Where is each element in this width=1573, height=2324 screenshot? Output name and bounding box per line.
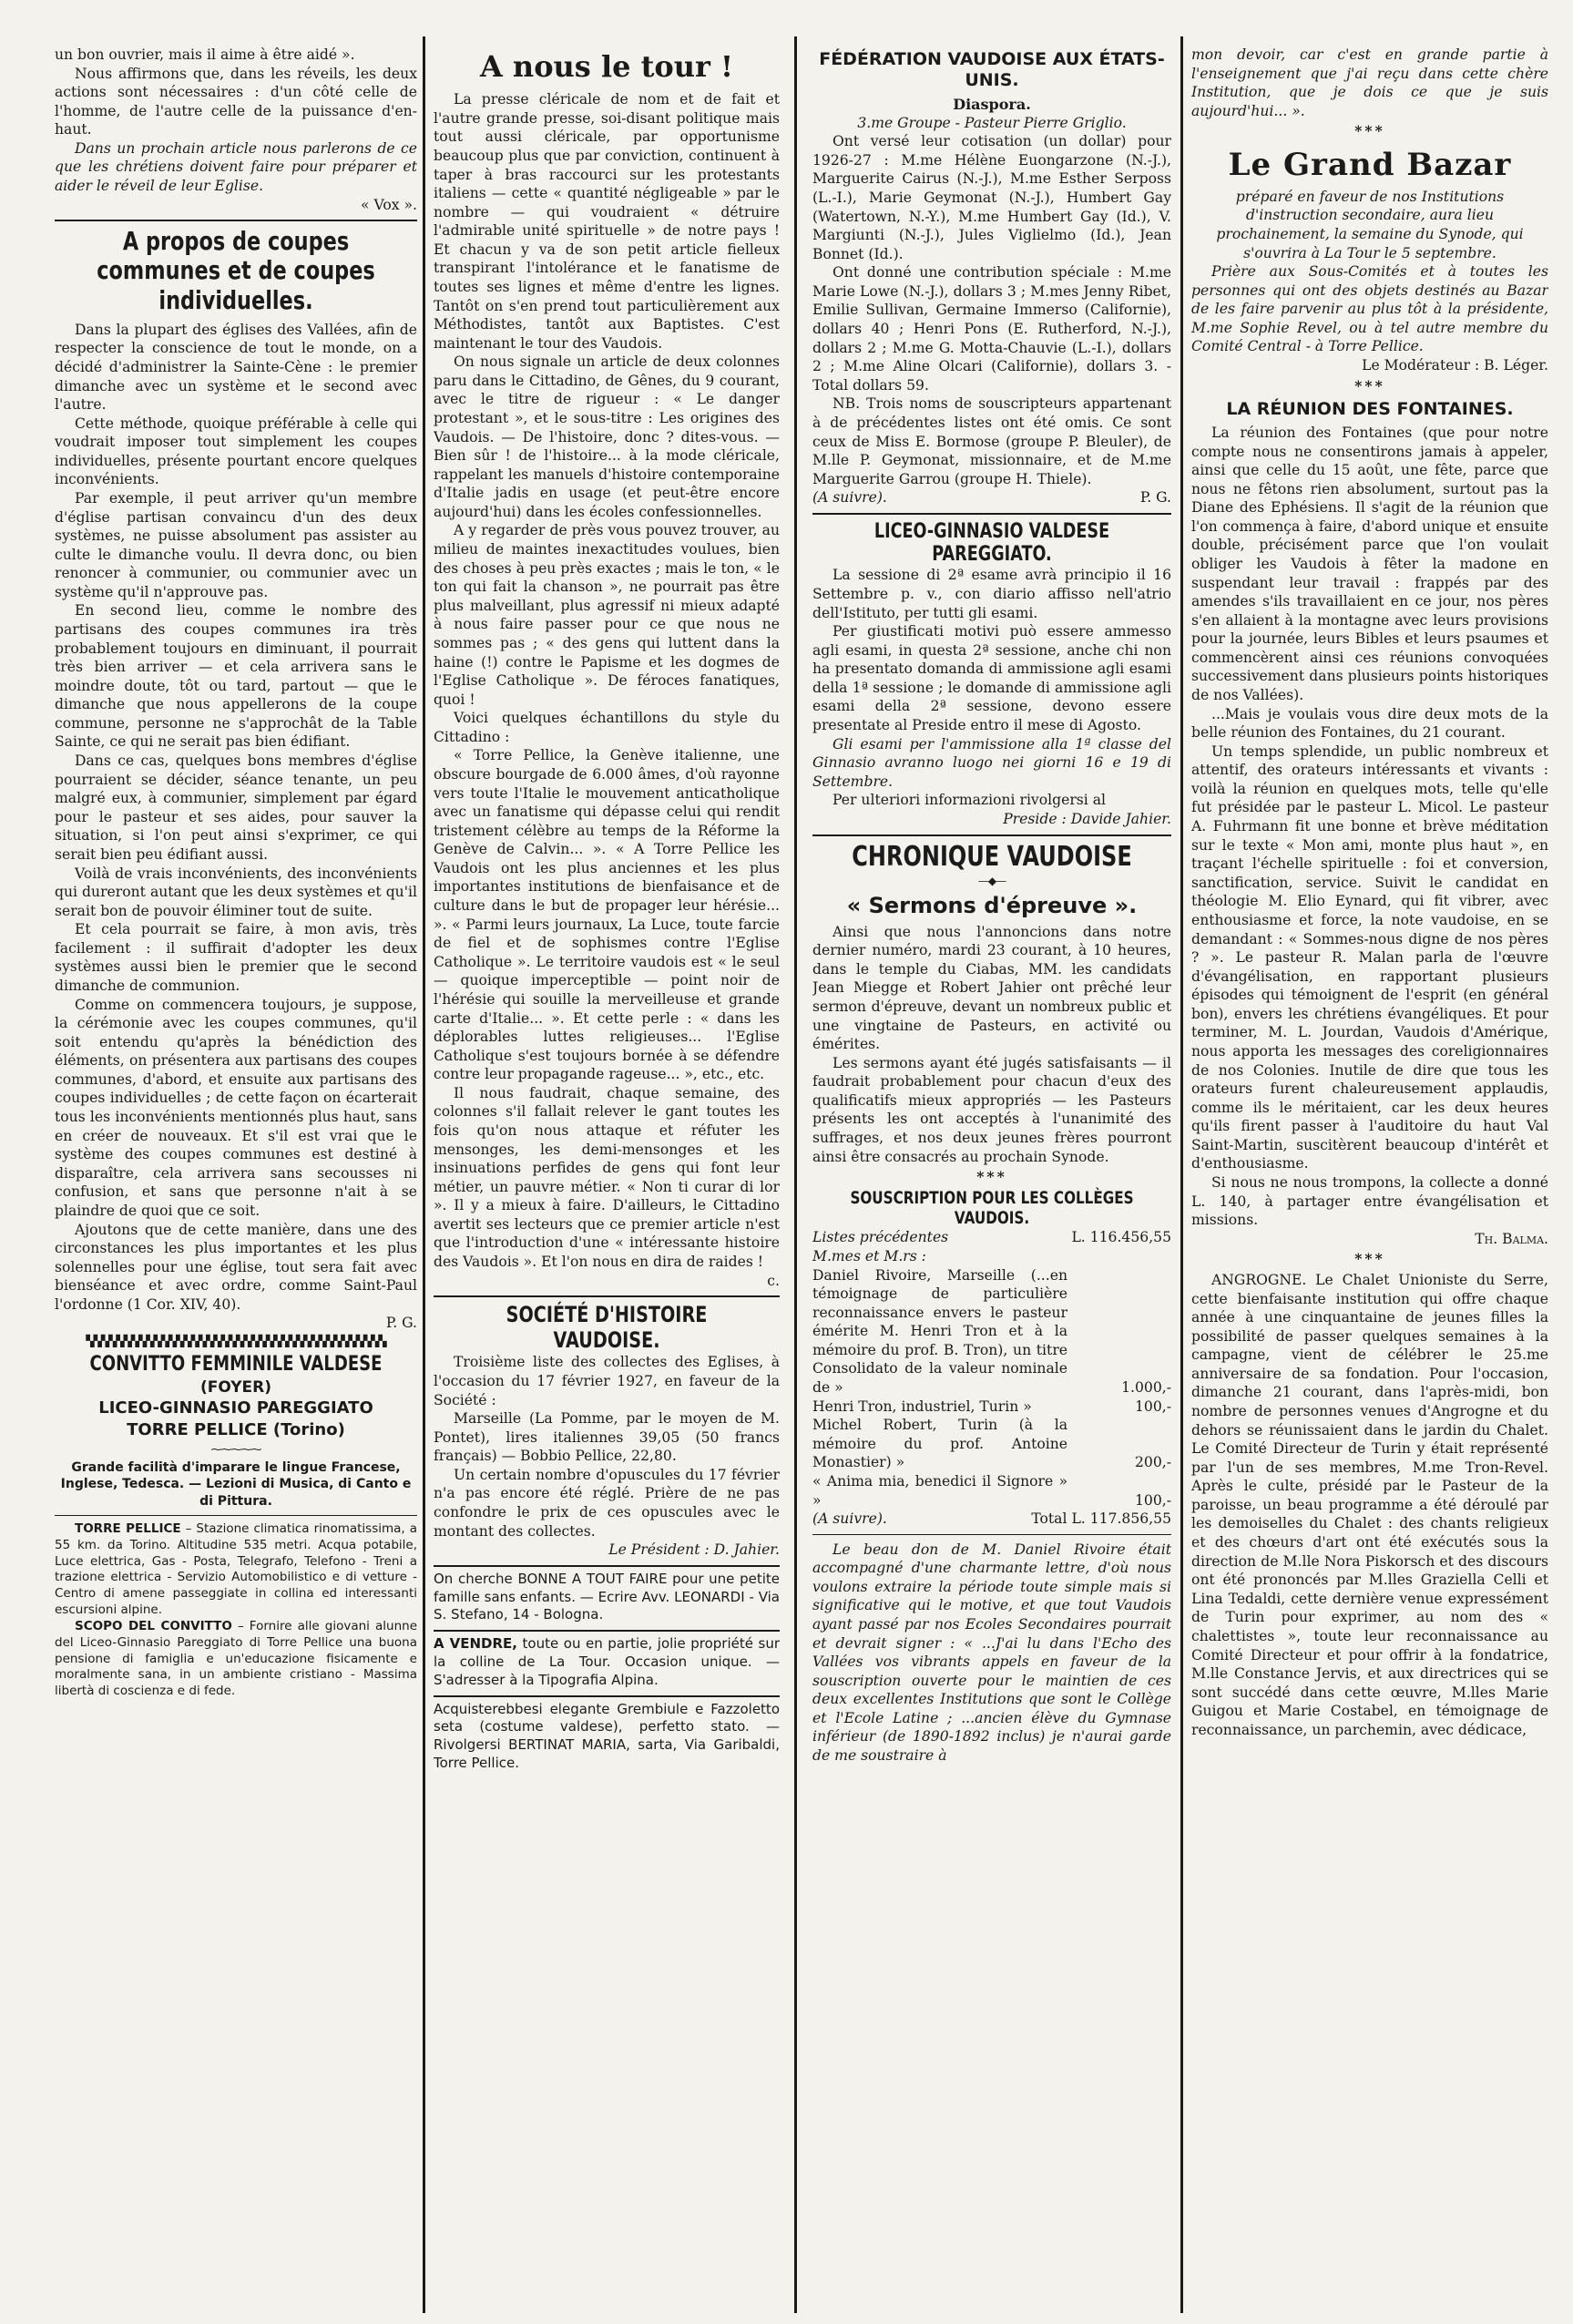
convitto-ad [55, 1351, 417, 1700]
divider [55, 1515, 417, 1516]
paragraph: mon devoir, car c'est en grande partie à l'enseignement que j'ai reçu dans cette chère Institution, que je dois ce que je suis aujourd'hui... ». [1191, 46, 1548, 119]
donation-amount: 100,- [1135, 1397, 1171, 1415]
divider [434, 1295, 780, 1297]
paragraph: Per giustificati motivi può essere ammesso agli esami, in questa 2ª sessione, anche chi non ha presentato domanda di ammissione agli esami della 1ª sessione ; le domande di ammissione agli esami della 2ª sessione, devono essere presentate al Preside entro il mese di Agosto. [812, 623, 1171, 734]
paragraph: A y regarder de près vous pouvez trouver, au milieu de maintes inexactitudes voulues, bien des choses à peu près exactes ; mais le ton, « le ton qui fait la chanson », ne pourrait pas être plus malveillant, plus agressif ni mieux adapté à nous faire passer pour ce que nous ne sommes pas ; « des gens qui luttent dans la haine (!) contre le Papisme et les dogmes de l'Eglise Catholique ». De féroces fanatiques, quoi ! [434, 522, 780, 708]
paragraph: Per ulteriori informazioni rivolgersi al [832, 792, 1107, 809]
ad-heading: A VENDRE, [434, 1635, 517, 1653]
vox-article [55, 46, 417, 214]
list-item [812, 1416, 1171, 1472]
paragraph: Troisième liste des collectes des Eglises, à l'occasion du 17 février 1927, en faveur de la Société : [434, 1354, 780, 1408]
paragraph: « Torre Pellice, la Genève italienne, une obscure bourgade de 6.000 âmes, d'où rayonne vers toute l'Italie le mouvement anticatholique avec un fanatisme qui dépasse celui qui rendit tristement célèbre au temps de la Réforme la Genève de Calvin... ». « A Torre Pellice les Vaudois ont les plus anciennes et les plus importantes institutions de bienfaisance et de culture dans le but de propager leur hérésie... ». « Parmi leurs journaux, La Luce, toute farcie de fiel et de sophismes contre l'Eglise Catholique ». Le territoire vaudois est « le seul — quoique imperceptible — point noir de l'hérésie qui souille la merveilleuse et grande carte d'Italie... ». Et cette perle : « dans les déplorables luttes religieuses... l'Eglise Catholique s'est toujours bornée à se défendre contre leur propagande rageuse... », etc., etc. [434, 747, 780, 1083]
paragraph: La presse cléricale de nom et de fait et l'autre grande presse, soi-disant politique mais tout aussi cléricale, par opportunisme beaucoup plus que par conviction, continuent à taper à bras raccourci sur les protestants italiens — cette « quantité négligeable » par le nombre — qui voudraient « détruire l'admirable unité spirituelle » de notre pays ! Et chacun y va de son petit article fielleux transpirant l'intolérance et le fanatisme de toutes ses lignes et même d'entre les lignes. Tantôt on s'en prend tout particulièrement aux Méthodistes, tantôt aux Baptistes. C'est maintenant le tour des Vaudois. [434, 91, 780, 352]
separator-stars: *** [1354, 376, 1385, 394]
section-title: LICEO-GINNASIO VALDESE PAREGGIATO. [873, 519, 1110, 567]
list-item [812, 1266, 1171, 1397]
column-rule [423, 36, 425, 2313]
ad-heading: SCOPO DEL CONVITTO [75, 1618, 232, 1633]
paragraph: Nous affirmons que, dans les réveils, les deux actions sont nécessaires : d'un côté celle de l'homme, de l'autre celle de la puissance d'en-haut. [55, 65, 417, 138]
divider [812, 513, 1171, 515]
paragraph: Ont versé leur cotisation (un dollar) pour 1926-27 : M.me Hélène Euongarzone (N.-J.), Marguerite Cairus (N.-J.), M.me Esther Serposs (L.-I.), Marie Geymonat (N.-J.), Humbert Gay (Watertown, N.-Y.), M.me Humbert Gay (Id.), V. Margiunti (N.-J.), Jules Viglielmo (Id.), Jean Bonnet (Id.). [812, 133, 1171, 262]
donation-amount: 1.000,- [1121, 1379, 1171, 1397]
column-1 [55, 46, 417, 2313]
donor: Daniel Rivoire, Marseille (...en témoignage de particulière reconnaissance envers le pasteur émérite M. Henri Tron et à la mémoire du prof. B. Tron), un titre Consolidato de la valeur nominale de » [812, 1266, 1067, 1397]
paragraph: Voilà de vrais inconvénients, des inconvénients qui dureront autant que les deux systèmes et qu'il serait bon de pouvoir éliminer tout de suite. [55, 865, 417, 919]
section-title: SOCIÉTÉ D'HISTOIRE VAUDOISE. [506, 1302, 708, 1353]
paragraph: En second lieu, comme le nombre des partisans des coupes communes ira très probablement toujours en diminuant, il pourrait très bien arriver — et cela arrivera sans le moindre doute, tôt ou tard, partout — que le dimanche que nous appellerons de la coupe commune, personne ne s'approchât de la Table Sainte, ce qui ne serait pas bien édifiant. [55, 602, 417, 751]
paragraph: Cette méthode, quoique préférable à celle qui voudrait imposer tout simplement les coupes individuelles, présente pourtant encore quelques inconvénients. [55, 415, 417, 488]
divider [55, 220, 417, 221]
paragraph: La sessione di 2ª esame avrà principio il 16 Settembre p. v., con diario affisso nell'atrio dell'Istituto, per tutti gli esami. [812, 567, 1171, 621]
total-amount: L. 117.856,55 [1071, 1510, 1171, 1528]
paragraph: Ajoutons que de cette manière, dans une des circonstances les plus importantes et les plus solennelles pour une église, tout sera fait avec bienséance et avec ordre, comme Saint-Paul l'ordonne (1 Cor. XIV, 40). [55, 1221, 417, 1313]
paragraph: Un temps splendide, un public nombreux et attentif, des orateurs intéressants et vivants : voilà la réunion en quelques mots, telle qu'elle fut présidée par le pasteur L. Micol. Le pasteur A. Fuhrmann fit une bonne et brève méditation sur le texte « Mon ami, monte plus haut », en traçant l'échelle spirituelle : foi et conversion, sanctification, service. Suivit le candidat en théologie M. Elio Eynard, qui fit vibrer, avec enthousiasme et force, la note vaudoise, en se demandant : « Sommes-nous digne de nos pères ? ». Le pasteur R. Malan parla de l'œuvre d'évangélisation, en rapportant plusieurs épisodes qui témoignent de l'esprit (en général bon), envers les chrétiens évangéliques. Et pour terminer, M. L. Jourdan, Vaudois d'Amérique, nous apporta les messages des coreligionnaires de nos Colonies. Inutile de dire que tous les orateurs furent chaleureusement applaudis, comme ils le méritaient, car les deux heures qu'ils firent passer à l'auditoire du haut Val Saint-Martin, suscitèrent beaucoup d'intérêt et d'enthousiasme. [1191, 742, 1548, 1172]
signature: Th. Balma. [1475, 1230, 1548, 1247]
paragraph: Ainsi que nous l'annoncions dans notre dernier numéro, mardi 23 courant, à 10 heures, dans le temple du Ciabas, MM. les candidats Jean Miegge et Robert Jahier ont prêché leur sermon d'épreuve, devant un nombreux public et une vingtaine de Pasteurs, en activité ou émérites. [812, 923, 1171, 1053]
column-3 [812, 46, 1171, 2313]
ad-heading: TORRE PELLICE [75, 1521, 181, 1537]
signature: c. [767, 1272, 780, 1289]
signature: P. G. [1139, 489, 1171, 507]
classified-bonne [434, 1565, 780, 1624]
paragraph: Par exemple, il peut arriver qu'un membre d'église partisan convaincu d'un des deux systèmes, ne puisse absolument pas assister au culte le dimanche voulu. Il devra donc, ou bien renoncer à communier, ou communier avec un système qu'il n'approuve pas. [55, 489, 417, 600]
total-label: Total [1031, 1510, 1067, 1528]
signature: Preside : Davide Jahier. [1003, 810, 1171, 827]
donation-amount: 100,- [1135, 1491, 1171, 1509]
classified-grembiule [434, 1695, 780, 1773]
paragraph: Voici quelques échantillons du style du Cittadino : [434, 710, 780, 745]
paragraph: La réunion des Fontaines (que pour notre compte nous ne consentirons jamais à appeler, ainsi que celle du 15 août, une fête, parce que nous ne fêtons rien absolument, surtout pas la Diane des Ephésiens. Il s'agit de la réunion que l'on commença à faire, d'abord unique et ensuite double, précisément parce que l'on voulait obliger les Vaudois à fêter la madone en suspendant leur travail : frappés par des amendes s'ils travaillaient en ce jour, nos pères s'en allaient à la montagne avec leurs provisions pour la journée, leurs Bibles et leurs psaumes et commencèrent ainsi ces réunions convoquées successivement dans plusieurs points historiques de nos Vallées). [1191, 424, 1548, 704]
column-rule [794, 36, 797, 2313]
paragraph: Si nous ne nous trompons, la collecte a donné L. 140, à partager entre évangélisation et missions. [1191, 1174, 1548, 1229]
ornamental-rule: ▚▚▚▚▚▚▚▚▚▚▚▚▚▚▚▚▚▚▚▚▚▚▚▚▚▚▚▚▚▚▚▚▚▚▚▚▚▚▚▚ [86, 1334, 386, 1347]
ad-text: – Stazione climatica rinomatissima, a 55 km. da Torino. Altitudine 535 metri. Acqua potabile, Luce elettrica, Gas - Posta, Telegrafo, Telefono - Treni a trazione elettrica - Servizio Automobilistico e di vetture - Centro di amene passeggiate in collina ed interessanti escursioni alpine. [55, 1521, 417, 1618]
column-4 [1191, 46, 1548, 2313]
paragraph: Marseille (La Pomme, par le moyen de M. Pontet), lires italiennes 39,05 (50 francs français) — Bobbio Pellice, 22,80. [434, 1410, 780, 1465]
ad-title: CONVITTO FEMMINILE VALDESE [89, 1352, 383, 1376]
paragraph: Prière aux Sous-Comités et à toutes les personnes qui ont des objets destinés au Bazar de les faire parvenir au plus tôt à la présidente, M.me Sophie Revel, ou à tel autre membre du Comité Central - à Torre Pellice. [1191, 263, 1548, 355]
paragraph: Gli esami per l'ammissione alla 1ª classe del Ginnasio avranno luogo nei giorni 16 e 19 di Settembre. [812, 735, 1171, 790]
paragraph: Il nous faudrait, chaque semaine, des colonnes s'il fallait relever le gant toutes les fois qu'on nous attaque et réfuter les mensonges, les demi-mensonges et les insinuations perfides de gens qui font leur métier, un pauvre métier. « Non ti curar di lor ». Il y a mieux à faire. D'ailleurs, le Cittadino avertit ses lecteurs que ce premier article n'est que l'introduction d'une « intéressante histoire des Vaudois ». Et l'on nous en dira de raides ! [434, 1084, 780, 1271]
list-amount: L. 116.456,55 [1071, 1229, 1171, 1246]
section-title: SOUSCRIPTION POUR LES COLLÈGES VAUDOIS. [850, 1187, 1134, 1228]
column-2 [434, 46, 780, 2313]
paragraph: ...Mais je voulais vous dire deux mots de la belle réunion des Fontaines, du 21 courant. [1191, 705, 1548, 742]
classified-vendre [434, 1630, 780, 1689]
ad-text: On cherche BONNE A TOUT FAIRE pour une petite famille sans enfants. — Ecrire Avv. LEONARDI - Via S. Stefano, 14 - Bologna. [434, 1570, 780, 1623]
paragraph: NB. Trois noms de souscripteurs appartenant à de précédentes listes ont été omis. Ce sont ceux de Miss E. Bormose (groupe P. Bleuler), de M.lle P. Geymonat, missionnaire, et de M.me Marguerite Garrou (groupe H. Thiele). [812, 395, 1171, 487]
coupes-article [55, 227, 417, 1333]
paragraph: ANGROGNE. Le Chalet Unioniste du Serre, cette bienfaisante institution qui offre chaque année à une cinquantaine de jeunes filles la possibilité de passer quelques semaines à la campagne, vient de célébrer le 25.me anniversaire de sa fondation. Pour l'occasion, dimanche 21 courant, dans l'après-midi, bon nombre de personnes venues d'Angrogne et du dehors se réunissaient dans le jardin du Chalet. Le Comité Directeur de Turin y était représenté par l'un de ses membres, M.me Tron-Revel. Après le culte, présidé par le Pasteur de la paroisse, un beau programme a été déroulé par les demoiselles du Chalet : des chants religieux et des chœurs d'art ont été exécutés sous la direction de M.lle Nora Piskorsch et des discours ont été prononcés par M.lles Graziella Celli et Lina Tedaldi, cette dernière venue expressément de Turin pour exprimer, au nom des « chalettistes », toute leur reconnaissance au Comité Directeur et pour offrir à la fondatrice, M.lle Constance Jervis, et aux directrices qui se sont succédé dans cette œuvre, M.lles Marie Guigou et Marie Costabel, en témoignage de reconnaissance, un parchemin, avec dédicace, [1191, 1271, 1548, 1738]
paragraph: Dans un prochain article nous parlerons de ce que les chrétiens doivent faire pour préparer et aider le réveil de leur Eglise. [55, 139, 417, 195]
paragraph: Comme on commencera toujours, je suppose, la cérémonie avec les coupes communes, qu'il soit entendu qu'après la bénédiction des éléments, on présentera aux partisans des coupes communes, d'abord, et ensuite aux partisans des coupes individuelles ; de cette façon on écarterait tous les inconvénients mentionnés plus haut, sans en créer de nouveaux. Et s'il est vrai que le système des coupes communes est destiné à disparaître, cela arrivera sans secousses ni confusion, et sans que personne n'ait à se plaindre de quoi que ce soit. [55, 996, 417, 1219]
group-label: 3.me Groupe - Pasteur Pierre Griglio. [857, 114, 1127, 131]
donor: « Anima mia, benedici il Signore » » [812, 1472, 1067, 1509]
paragraph: Ont donné une contribution spéciale : M.me Marie Lowe (N.-J.), dollars 3 ; M.mes Jenny Ribet, Emilie Sullivan, Germaine Immerso (Californie), dollars 40 ; Henri Pons (E. Rutherford, N.-J.), dollars 2 ; M.me G. Motta-Chauvie (L.-I.), dollars 2 ; M.me Aline Olcari (Californie), dollars 3. - Total dollars 59. [812, 264, 1171, 394]
ad-facilities: Grande facilità d'imparare le lingue Francese, Inglese, Tedesca. — Lezioni di Musica, di Canto e di Pittura. [60, 1459, 412, 1509]
paragraph: Dans la plupart des églises des Vallées, afin de respecter la conscience de tout le monde, on a décidé d'administrer la Sainte-Cène : le premier dimanche avec un système et le second avec l'autre. [55, 321, 417, 414]
paragraph: On nous signale un article de deux colonnes paru dans le Cittadino, de Gênes, du 9 courant, avec le titre de rigueur : « Le danger protestant », et le sous-titre : Les origines des Vaudois. — De l'histoire, donc ? dites-vous. — Bien sûr ! de l'histoire... à la mode cléricale, rappelant les manuels d'histoire contemporaine d'Italie jadis en usage (et peut-être encore aujourd'hui) dans les écoles confessionnelles. [434, 353, 780, 520]
signature: Le Modérateur : B. Léger. [1362, 356, 1548, 374]
paragraph: Les sermons ayant été jugés satisfaisants — il faudrait probablement pour chacun d'eux des qualificatifs mieux appropriés — les Pasteurs présents les ont acceptés à l'unanimité des suffrages, et nos deux jeunes frères pourront ainsi être consacrés au prochain Synode. [812, 1054, 1171, 1165]
section-title: LA RÉUNION DES FONTAINES. [1226, 399, 1514, 420]
article-title: A propos de coupes communes et de coupes individuelles. [97, 226, 375, 315]
paragraph: Le beau don de M. Daniel Rivoire était accompagné d'une charmante lettre, d'où nous voulons extraire la période toute simple mais si significative qui le motive, et que tout Vaudois ayant passé par nos Ecoles Secondaires pourrait et devrait signer : « ...J'ai lu dans l'Echo des Vallées vos vibrants appels en faveur de la souscription ouverte pour le maintien de ces deux excellentes Institutions que sont le Collège et l'Ecole Latine ; ...ancien élève du Gymnase inférieur (de 1890-1892 inclus) je n'aurai garde de me soustraire à [812, 1541, 1171, 1765]
section-title: CHRONIQUE VAUDOISE [852, 840, 1132, 873]
separator-stars: *** [976, 1168, 1007, 1186]
list-item [812, 1472, 1171, 1510]
donor: Michel Robert, Turin (à la mémoire du prof. Antoine Monastier) » [812, 1417, 1067, 1471]
ad-school: LICEO-GINNASIO PAREGGIATO [98, 1398, 373, 1418]
ad-text: toute ou en partie, jolie propriété sur la colline de La Tour. Occasion unique. — S'adresser à la Tipografia Alpina. [434, 1635, 780, 1688]
continued-note: (A suivre). [812, 1510, 887, 1528]
ad-city: TORRE PELLICE (Torino) [127, 1420, 345, 1440]
paragraph: Un certain nombre d'opuscules du 17 février n'a pas encore été réglé. Prière de ne pas confondre le prix de ces opuscules avec le montant des collectes. [434, 1466, 780, 1540]
article-title: Le Grand Bazar [1228, 146, 1512, 183]
column-rule [1180, 36, 1183, 2313]
ad-subtitle: (FOYER) [199, 1377, 271, 1397]
paragraph: Et cela pourrait se faire, à mon avis, très facilement : il suffirait d'adopter les deux systèmes aussi bien le premier que le second dimanche de communion. [55, 921, 417, 994]
list-item [812, 1397, 1171, 1417]
paragraph: un bon ouvrier, mais il aime à être aidé ». [55, 46, 355, 63]
list-label: Listes précédentes [812, 1229, 949, 1246]
ad-text: – Fornire alle giovani alunne del Liceo-Ginnasio Pareggiato di Torre Pellice una buona pensione di famiglia e un'educazione fisicamente e moralmente sana, in un ambiente cristiano - Massima libertà di coscienza e di fede. [55, 1618, 417, 1699]
article-title: A nous le tour ! [479, 49, 734, 84]
ad-text: Acquisterebbesi elegante Grembiule e Fazzoletto seta (costume valdese), perfetto stato. — Rivolgersi BERTINAT MARIA, sarta, Via Garibaldi, Torre Pellice. [434, 1700, 780, 1771]
donation-amount: 200,- [1135, 1454, 1171, 1471]
paragraph: préparé en faveur de nos Institutions d'instruction secondaire, aura lieu prochainement, la semaine du Synode, qui s'ouvrira à La Tour le 5 septembre. [1216, 188, 1524, 261]
divider [812, 834, 1171, 836]
ornament: ⁓⁓⁓⁓⁓ [210, 1442, 261, 1456]
paragraph: Dans ce cas, quelques bons membres d'église pourraient se décider, séance tenante, un peu malgré eux, à communier, simplement par égard pour le pasteur et ses aides, pour sauver la situation, si l'on peut ainsi s'exprimer, ce qui serait bien peu édifiant aussi. [55, 752, 417, 863]
donor: Henri Tron, industriel, Turin » [812, 1397, 1032, 1415]
divider [812, 1534, 1171, 1535]
section-subtitle: Diaspora. [953, 95, 1031, 113]
signature: P. G. [385, 1315, 417, 1332]
signature: « Vox ». [361, 196, 417, 213]
ornament: —◆— [977, 875, 1006, 888]
signature: Le Président : D. Jahier. [608, 1541, 780, 1559]
list-label: M.mes et M.rs : [812, 1248, 926, 1265]
continued-note: (A suivre). [812, 489, 887, 507]
section-title: FÉDÉRATION VAUDOISE AUX ÉTATS-UNIS. [819, 49, 1165, 90]
separator-stars: *** [1354, 122, 1385, 140]
separator-stars: *** [1354, 1250, 1385, 1268]
article-title: « Sermons d'épreuve ». [846, 892, 1138, 918]
